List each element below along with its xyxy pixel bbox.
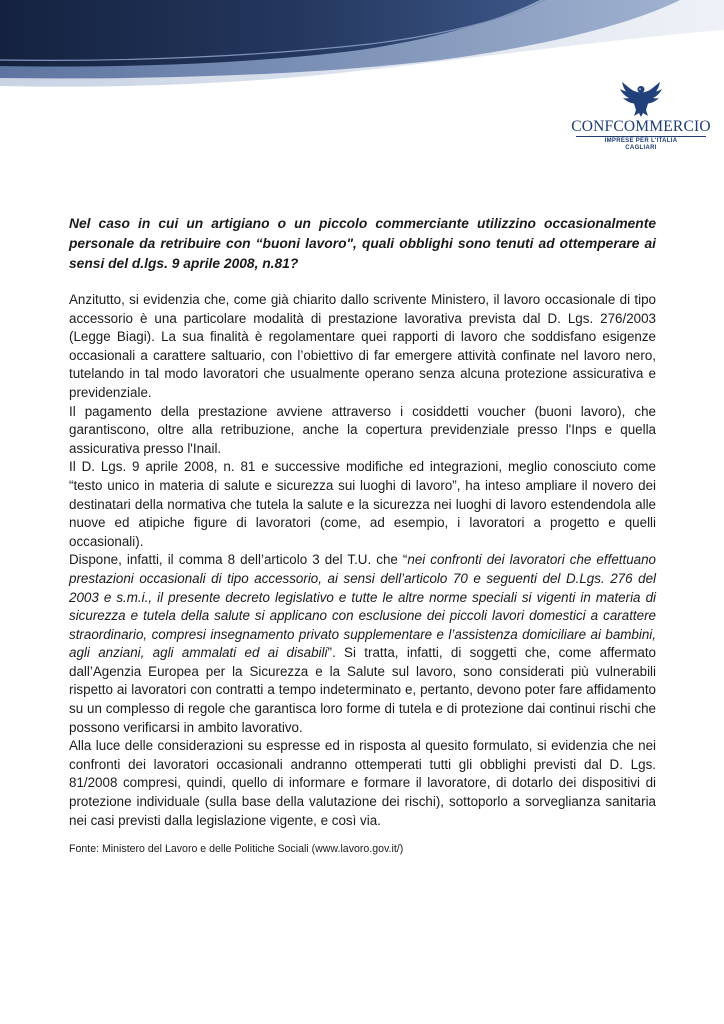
paragraph-intro: Anzitutto, si evidenzia che, come già chiarito dallo scrivente Ministero, il lavoro occasionale di tipo accessorio è una particolare modalità di prestazione lavorativa prevista dal D. Lgs. 276/2003 (Legge Biagi). La sua finalità è regolamentare quei rapporti di lavoro che soddisfano esigenze occasionali a carattere saltuario, con l’obiettivo di far emergere attività confinate nel lavoro nero, tutelando in tal modo lavoratori che usualmente operano senza alcuna protezione assicurativa e previdenziale. [69, 292, 656, 400]
document-body [69, 214, 656, 867]
logo-name: CONFCOMMERCIO [571, 118, 711, 135]
eagle-icon [618, 80, 664, 118]
article-intro-text: Dispone, infatti, il comma 8 dell’articolo 3 del T.U. che “ [69, 552, 408, 568]
confcommercio-logo [570, 80, 712, 156]
question-heading: Nel caso in cui un artigiano o un piccolo commerciante utilizzino occasionalmente personale da retribuire con “buoni lavoro", quali obblighi sono tenuti ad ottemperare ai sensi del d.lgs. 9 aprile 2008, n.81? [69, 216, 656, 271]
paragraph-article-3 [69, 551, 656, 737]
article-quote: nei confronti dei lavoratori che effettuano prestazioni occasionali di tipo accessorio, ai sensi dell’articolo 70 e seguenti del D.Lgs. 276 del 2003 e s.m.i., il presente decreto legislativo e tutte le altre norme speciali si vigenti in materia di sicurezza e tutela della salute si applicano con esclusione dei piccoli lavori domestici a carattere straordinario, compresi insegnamento privato supplementare e l’assistenza domiciliare ai bambini, agli anziani, agli ammalati ed ai disabili [69, 552, 656, 661]
paragraph-testo-unico: Il D. Lgs. 9 aprile 2008, n. 81 e successive modifiche ed integrazioni, meglio conosciuto come “testo unico in materia di salute e sicurezza sui luoghi di lavoro”, ha inteso ampliare il novero dei destinatari della normativa che tutela la salute e la sicurezza nei luoghi di lavoro estendendola alle nuove ed atipiche figure di lavoratori (come, ad esempio, i lavoratori a progetto e quelli occasionali). [69, 459, 656, 549]
source-citation: Fonte: Ministero del Lavoro e delle Politiche Sociali (www.lavoro.gov.it/) [69, 843, 404, 856]
logo-divider [576, 136, 706, 137]
logo-city: CAGLIARI [625, 145, 657, 151]
paragraph-conclusion: Alla luce delle considerazioni su espresse ed in risposta al quesito formulato, si evidenzia che nei confronti dei lavoratori occasionali andranno ottemperati tutti gli obblighi previsti dal D. Lgs. 81/2008 compresi, quindi, quello di informare e formare il lavoratore, di dotarlo dei dispositivi di protezione individuale (sulla base della valutazione dei rischi), sottoporlo a sorveglianza sanitaria nei casi previsti dalla legislazione vigente, e così via. [69, 738, 656, 828]
logo-tagline: IMPRESE PER L'ITALIA [604, 138, 678, 144]
paragraph-voucher: Il pagamento della prestazione avviene attraverso i cosiddetti voucher (buoni lavoro), che garantiscono, oltre alla retribuzione, anche la copertura previdenziale presso l'Inps e quella assicurativa presso l'Inail. [69, 403, 656, 456]
article-continuation-text: ”. Si tratta, infatti, di soggetti che, come affermato dall’Agenzia Europea per la Sicurezza e la Salute sul lavoro, sono considerati più vulnerabili rispetto ai lavoratori con contratti a tempo indeterminato e, pertanto, devono poter fare affidamento su un complesso di regole che garantisca loro forme di tutela e di protezione dai continui rischi che possono verificarsi in ambito lavorativo. [69, 645, 656, 735]
